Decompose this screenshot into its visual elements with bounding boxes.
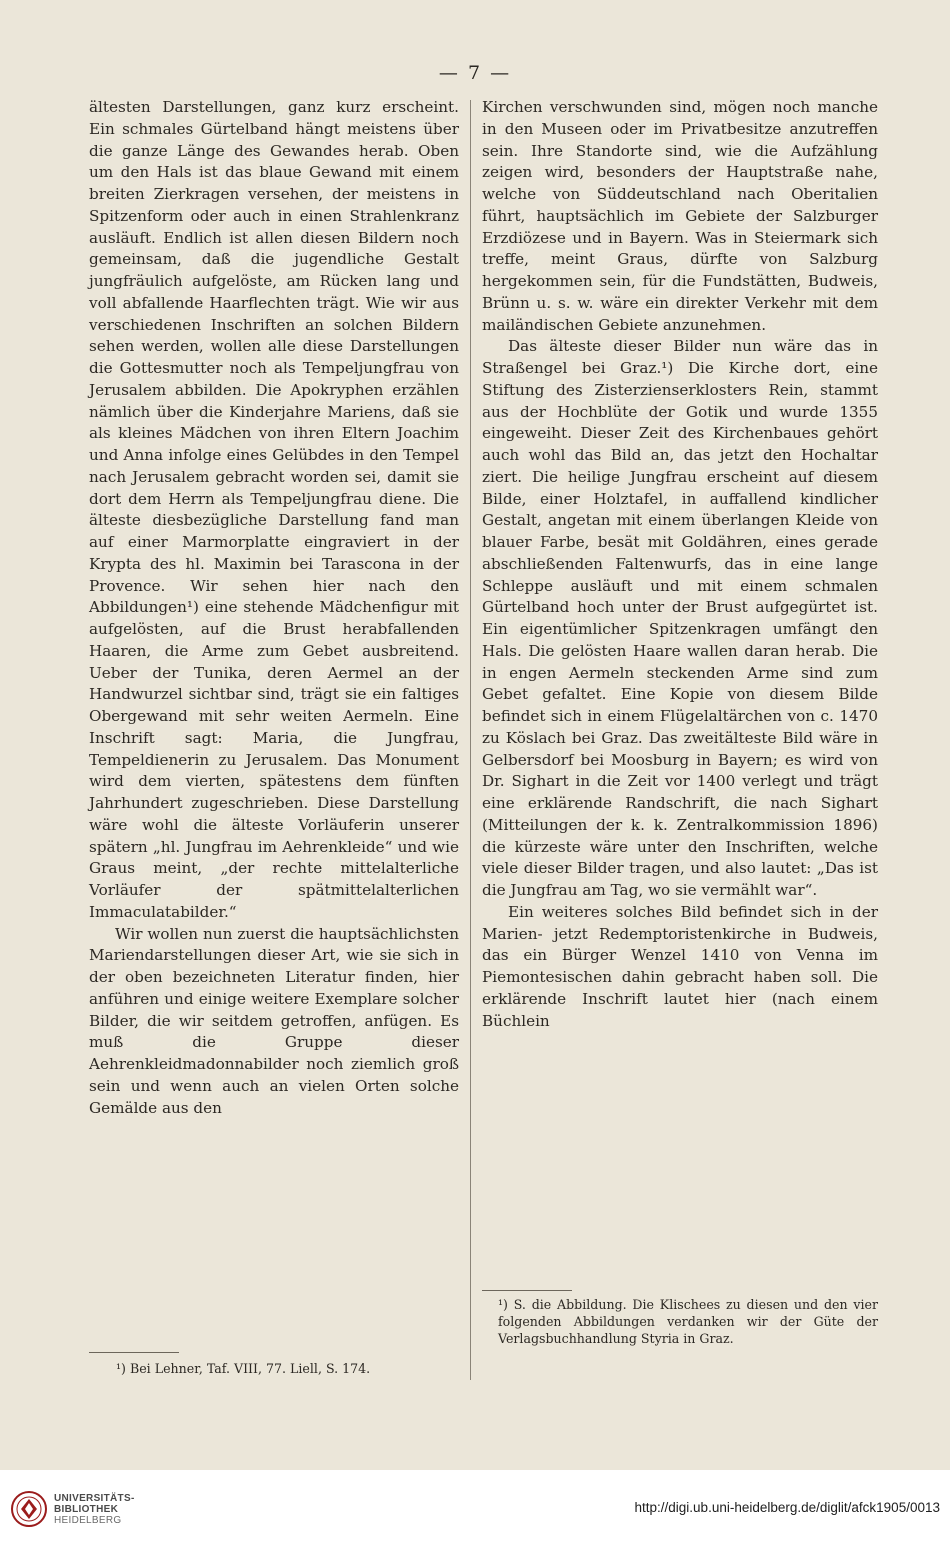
left-footnote-rule xyxy=(89,1352,179,1353)
library-logo-text[interactable] xyxy=(54,1493,135,1526)
left-paragraph-2: Wir wollen nun zuerst die hauptsächlichsten Mariendarstellungen dieser Art, wie sie sich in der oben bezeichneten Literatur finden, hier anführen und einige weitere Exemplare solcher Bilder, die wir seitdem getroffen, anfügen. Es muß die Gruppe dieser Aehrenkleidmadonnabilder noch ziemlich groß sein und wenn auch an vielen Orten solche Gemälde aus den xyxy=(89,924,459,1117)
footer-bar xyxy=(0,1470,950,1555)
logo-line-3: HEIDELBERG xyxy=(54,1515,122,1526)
logo-line-1: UNIVERSITÄTS- xyxy=(54,1493,135,1504)
right-paragraph-1: Kirchen verschwunden sind, mögen noch manche in den Museen oder im Privatbesitze anzutreffen sein. Ihre Standorte sind, wie die Aufzählung zeigen wird, besonders der Hauptstraße nahe, welche von Süddeutschland nach Oberitalien führt, hauptsächlich im Gebiete der Salzburger Erzdiözese und in Bayern. Was in Steiermark sich treffe, meint Graus, dürfte von Salzburg hergekommen sein, für die Fundstätten, Budweis, Brünn u. s. w. wäre ein direkter Verkehr mit dem mailändischen Gebiete anzunehmen. xyxy=(482,98,878,334)
right-footnote-rule xyxy=(482,1290,572,1291)
right-paragraph-2: Das älteste dieser Bilder nun wäre das in Straßengel bei Graz.¹) Die Kirche dort, eine Stiftung des Zisterzienserklosters Rein, stammt aus der Hochblüte der Gotik und wurde 1355 eingeweiht. Dieser Zeit des Kirchenbaues gehört auch wohl das Bild an, das jetzt den Hochaltar ziert. Die heilige Jungfrau erscheint auf diesem Bilde, einer Holztafel, in auffallend kindlicher Gestalt, angetan mit einem überlangen Kleide von blauer Farbe, besät mit Goldähren, eines gerade abschließenden Faltenwurfs, das in eine lange Schleppe ausläuft und mit einem schmalen Gürtelband hoch unter der Brust aufgegürtet ist. Ein eigentümlicher Spitzenkragen umfängt den Hals. Die gelösten Haare wallen daran herab. Die in engen Aermeln steckenden Arme sind zum Gebet gefaltet. Eine Kopie von diesem Bilde befindet sich in einem Flügelaltärchen von c. 1470 zu Köslach bei Graz. Das zweitälteste Bild wäre in Gelbersdorf bei Moosburg in Bayern; es wird von Dr. Sighart in die Zeit vor 1400 verlegt und trägt eine erklärende Randschrift, die nach Sighart (Mitteilungen der k. k. Zentralkommission 1896) die kürzeste wäre unter den Inschriften, welche viele dieser Bilder tragen, und also lautet: „Das ist die Jungfrau am Tag, wo sie vermählt war“. xyxy=(482,337,878,899)
right-paragraph-3: Ein weiteres solches Bild befindet sich in der Marien- jetzt Redemptoristenkirche in Budweis, das ein Bürger Wenzel 1410 von Venna im Piemontesischen dahin gebracht haben soll. Die erklärende Inschrift lautet hier (nach einem Büchlein xyxy=(482,902,878,1030)
right-column xyxy=(482,97,878,1032)
left-column xyxy=(89,97,459,1119)
logo-line-2: BIBLIOTHEK xyxy=(54,1504,119,1515)
left-paragraph-1: ältesten Darstellungen, ganz kurz erscheint. Ein schmales Gürtelband hängt meistens über die ganze Länge des Gewandes herab. Oben um den Hals ist das blaue Gewand mit einem breiten Zierkragen versehen, der meistens in Spitzenform oder auch in einen Strahlenkranz ausläuft. Endlich ist allen diesen Bildern noch gemeinsam, daß die jugendliche Gestalt jungfräulich aufgelöste, am Rücken lang und voll abfallende Haarflechten trägt. Wie wir aus verschiedenen Inschriften an solchen Bildern sehen werden, wollen alle diese Darstellungen die Gottesmutter noch als Tempeljungfrau von Jerusalem abbilden. Die Apokryphen erzählen nämlich über die Kinderjahre Mariens, daß sie als kleines Mädchen von ihren Eltern Joachim und Anna infolge eines Gelübdes in den Tempel nach Jerusalem gebracht worden sei, damit sie dort dem Herrn als Tempeljungfrau diene. Die älteste diesbezügliche Darstellung fand man auf einer Marmorplatte eingraviert in der Krypta des hl. Maximin bei Tarascona in der Provence. Wir sehen hier nach den Abbildungen¹) eine stehende Mädchenfigur mit aufgelösten, auf die Brust herabfallenden Haaren, die Arme zum Gebet ausbreitend. Ueber der Tunika, deren Aermel an der Handwurzel sichtbar sind, trägt sie ein faltiges Obergewand mit sehr weiten Aermeln. Eine Inschrift sagt: Maria, die Jungfrau, Tempeldienerin zu Jerusalem. Das Monument wird dem vierten, spätestens dem fünften Jahrhundert zugeschrieben. Diese Darstellung wäre wohl die älteste Vorläuferin unserer spätern „hl. Jungfrau im Aehrenkleide“ und wie Graus meint, „der rechte mittelalterliche Vorläufer der spätmittelalterlichen Immaculatabilder.“ xyxy=(89,98,459,921)
column-divider xyxy=(470,100,471,1380)
left-footnote: ¹) Bei Lehner, Taf. VIII, 77. Liell, S. 174. xyxy=(116,1361,371,1376)
source-url-link[interactable]: http://digi.ub.uni-heidelberg.de/diglit/afck1905/0013 xyxy=(634,1500,940,1515)
right-footnote: ¹) S. die Abbildung. Die Klischees zu diesen und den vier folgenden Abbildungen verdanken wir der Güte der Verlagsbuchhandlung Styria in Graz. xyxy=(498,1297,878,1346)
university-seal-icon[interactable] xyxy=(10,1490,48,1528)
page-number: — 7 — xyxy=(438,62,512,84)
